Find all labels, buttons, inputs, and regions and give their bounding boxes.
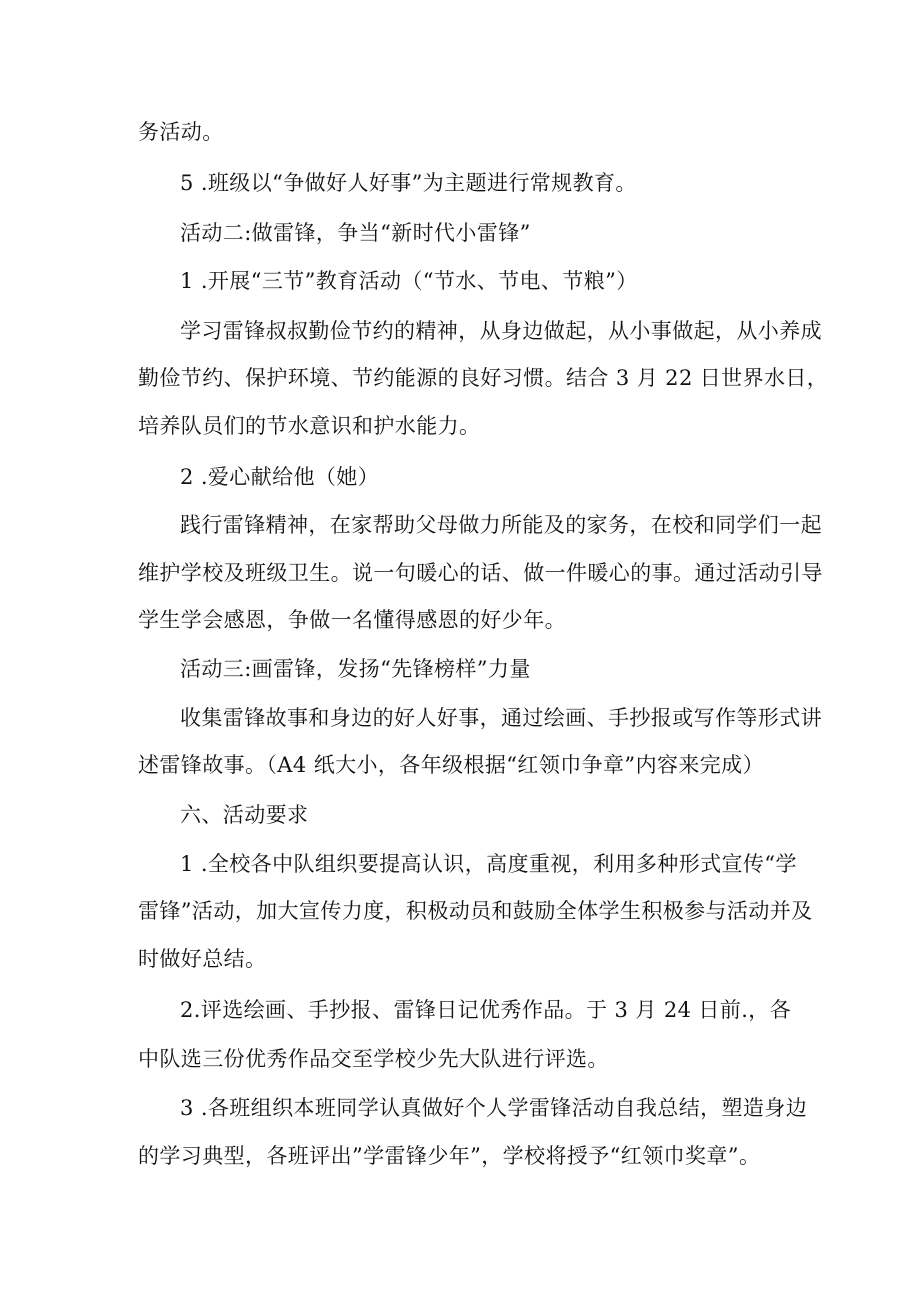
paragraph-line: 维护学校及班级卫生。说一句暖心的话、做一件暖心的事。通过活动引导 — [138, 561, 823, 585]
paragraph-line: 时做好总结。 — [138, 947, 267, 971]
requirement-2-text: .评选绘画、手抄报、雷锋日记优秀作品。于 3 月 24 日前.，各 — [193, 998, 792, 1022]
list-item-5: 5 .班级以“争做好人好事”为主题进行常规教育。 — [180, 171, 637, 195]
list-item-1: 1 .开展“三节”教育活动（“节水、节电、节粮”） — [180, 269, 638, 293]
paragraph-line: 的学习典型，各班评出”学雷锋少年”，学校将授予“红领巾奖章”。 — [138, 1144, 761, 1168]
requirement-3: 3 .各班组织本班同学认真做好个人学雷锋活动自我总结，塑造身边 — [180, 1096, 808, 1120]
requirement-2 — [180, 995, 792, 1025]
paragraph-line: 收集雷锋故事和身边的好人好事，通过绘画、手抄报或写作等形式讲 — [180, 706, 822, 730]
activity-3-heading: 活动三:画雷锋，发扬“先锋榜样”力量 — [180, 657, 531, 681]
requirement-2-number: 2 — [180, 998, 194, 1022]
activity-2-heading: 活动二:做雷锋，争当“新时代小雷锋” — [180, 221, 531, 245]
paragraph-line: 务活动。 — [138, 120, 224, 144]
section-6-heading: 六、活动要求 — [180, 803, 309, 827]
paragraph-line: 勤俭节约、保护环境、节约能源的良好习惯。结合 3 月 22 日世界水日， — [138, 366, 829, 390]
paragraph-line: 培养队员们的节水意识和护水能力。 — [138, 414, 481, 438]
list-item-2: 2 .爱心献给他（她） — [180, 465, 380, 489]
paragraph-line: 述雷锋故事。（A4 纸大小，各年级根据“红领巾争章”内容来完成） — [138, 753, 764, 777]
paragraph-line: 雷锋”活动，加大宣传力度，积极动员和鼓励全体学生积极参与活动并及 — [138, 899, 813, 923]
paragraph-line: 践行雷锋精神，在家帮助父母做力所能及的家务，在校和同学们一起 — [180, 513, 822, 537]
requirement-1: 1 .全校各中队组织要提高认识，高度重视，利用多种形式宣传“学 — [180, 852, 797, 876]
paragraph-line: 学习雷锋叔叔勤俭节约的精神，从身边做起，从小事做起，从小养成 — [180, 319, 822, 343]
paragraph-line: 学生学会感恩，争做一名懂得感恩的好少年。 — [138, 608, 566, 632]
paragraph-line: 中队选三份优秀作品交至学校少先大队进行评选。 — [138, 1047, 609, 1071]
